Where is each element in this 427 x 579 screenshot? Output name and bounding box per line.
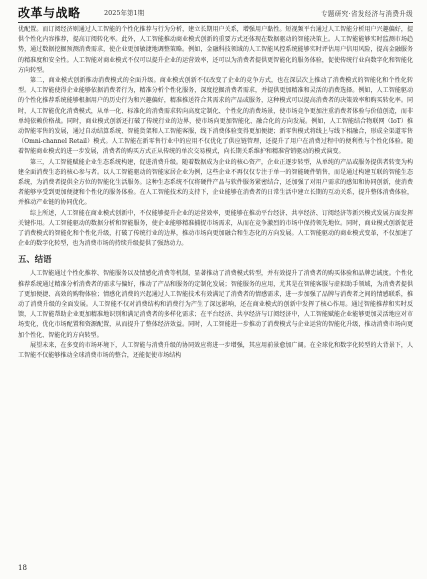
- section-title: 五、结语: [18, 254, 52, 265]
- page-number: 18: [18, 564, 27, 572]
- paragraph-6: 展望未来，在多变的市场环境下，人工智能与消费升级的协同效应将进一步增强，其应用前景愈加广阔。在全球化和数字化转型的大背景下，人工智能不仅能够推动全球消费市场的整合，还能促使市场结构: [18, 341, 413, 360]
- page-header: [18, 4, 413, 22]
- paragraph-5: 人工智能通过个性化推荐、智能服务以及情感化消费等机制，显著推动了消费模式转型，并有效提升了消费者的购买体验和品牌忠诚度。个性化推荐系统通过精准分析消费者的需求与偏好，推动了产品和服务的定制化发展；智能服务的应用，尤其是在智能客服与虚拟助手领域，为消费者提供了更加便捷、高效的购物体验；情感化消费的兴起通过人工智能技术有效满足了消费者的情感需求，进一步加强了品牌与消费者之间的情感联系，推动了消费升级的全面发展。人工智能不仅对消费结构和消费行为产生了深远影响，还在商业模式的创新中发挥了核心作用。通过智能推荐和实时反馈，人工智能帮助企业更加精准地识别和满足消费者的多样化需求；在平台经济、共享经济与订阅经济中，人工智能赋能企业能够更加灵活地应对市场变化，优化市场配置和资源配置，从而提升了整体经济效益。同时，人工智能进一步推动了消费模式与企业运营的智能化升级，推动消费市场向更加个性化、智能化的方向转型。: [18, 270, 413, 339]
- journal-name: 改革与战略: [18, 6, 81, 20]
- article-body: [18, 25, 413, 361]
- paragraph-3: 第三，人工智能赋能企业生态系统构建，促进消费升级。随着数据成为企业的核心资产，企业正逐步转型，从单纯的产品或服务提供者转变为构建全面消费生态的核心参与者。以人工智能驱动的智能家居企业为例，这些企业不再仅仅专注于单一的智能硬件销售，而是通过构建互联的智能生态系统，为消费者提供全方位的智能化生活服务。这种生态系统不仅将硬件产品与软件服务紧密结合，还加强了对用户需求的感知和协同创新，使消费者能够享受到更加便捷和个性化的服务体验。在人工智能技术的支持下，企业能够在消费者的日常生活中建立长期的互动关系，提升整体消费体验，并推动产业链的协同优化。: [18, 158, 413, 207]
- section-heading: 专题研究·省发经济与消费升级: [320, 10, 413, 18]
- paragraph-2: 第二，商业模式创新推动消费模式的全面升级。商业模式创新不仅改变了企业的竞争方式，也在深层次上推动了消费模式的智能化和个性化转型。人工智能使得企业能够依据消费者行为，精准分析个性化服务，深度挖掘消费者需求，并提供更加精准和灵活的消费选择。例如，人工智能驱动的个性化推荐系统能够根据用户的历史行为和兴趣偏好，精准推送符合其需求的产品或服务，这种模式可以提高消费者的决策效率和购买转化率。同时，人工智能优化消费模式，从单一化、标准化的消费需求转向高度定制化、个性化的消费场景，使市场竞争更加注重消费者体验与价值创造，而非单纯依赖价格战。同时，商业模式创新还打破了传统行业的边界，使市场向更加智能化、融合化的方向发展。例如，人工智能结合物联网（IoT）推动智能零售的发展，通过自动结算系统、智能货架和人工智能客服，线下消费体验变得更加便捷；新零售模式将线上与线下相融合，形成全渠道零售（Omni-channel Retail）模式。人工智能在新零售行业中的应用不仅优化了供应链管理，还提升了用户在消费过程中的便利性与个性化体验。随着智能商业模式的进一步发展，消费者的购买方式正从传统的单次交易模式，向长期关系维护和精准营销驱动的模式演变。: [18, 77, 413, 156]
- paragraph-1: 优配置。而订阅经济则通过人工智能的个性化推荐与行为分析，建立长期用户关系，增强用户黏性。短视频平台通过人工智能分析用户兴趣偏好，提供个性化内容推荐，提高订阅转化率。此外，人工智能推动商业模式创新的重要方式还体现在数据驱动的智能决策上。人工智能能够实时监测市场趋势，通过数据挖掘预测消费需求，使企业更加敏捷地调整策略。例如，金融科技领域的人工智能风控系统能够实时评估用户信用风险，提高金融服务的精准度和安全性。人工智能对商业模式不仅可以提升企业的运营效率，还可以为消费者提供更智能化的服务体验，促使传统行业向数字化和智能化方向转型。: [18, 26, 413, 74]
- paragraph-4: 综上所述，人工智能在商业模式创新中，不仅能够提升企业的运营效率，更能够在推动平台经济、共享经济、订阅经济等新兴模式发展方面发挥关键作用。人工智能驱动的数据分析和智能服务，使企业能够精准捕捉市场需求，从而在竞争激烈的市场中保持领先地位。同时，商业模式创新促进了消费模式的智能化和个性化升级，打破了传统行业的边界，推动市场向更加融合和生态化的方向发展。人工智能驱动的商业模式变革，不仅加速了企业的数字化转型，也为消费市场的持续升级提供了强劲动力。: [18, 209, 413, 248]
- header-rule: [18, 22, 413, 23]
- issue-label: 2025年第1期: [104, 9, 145, 17]
